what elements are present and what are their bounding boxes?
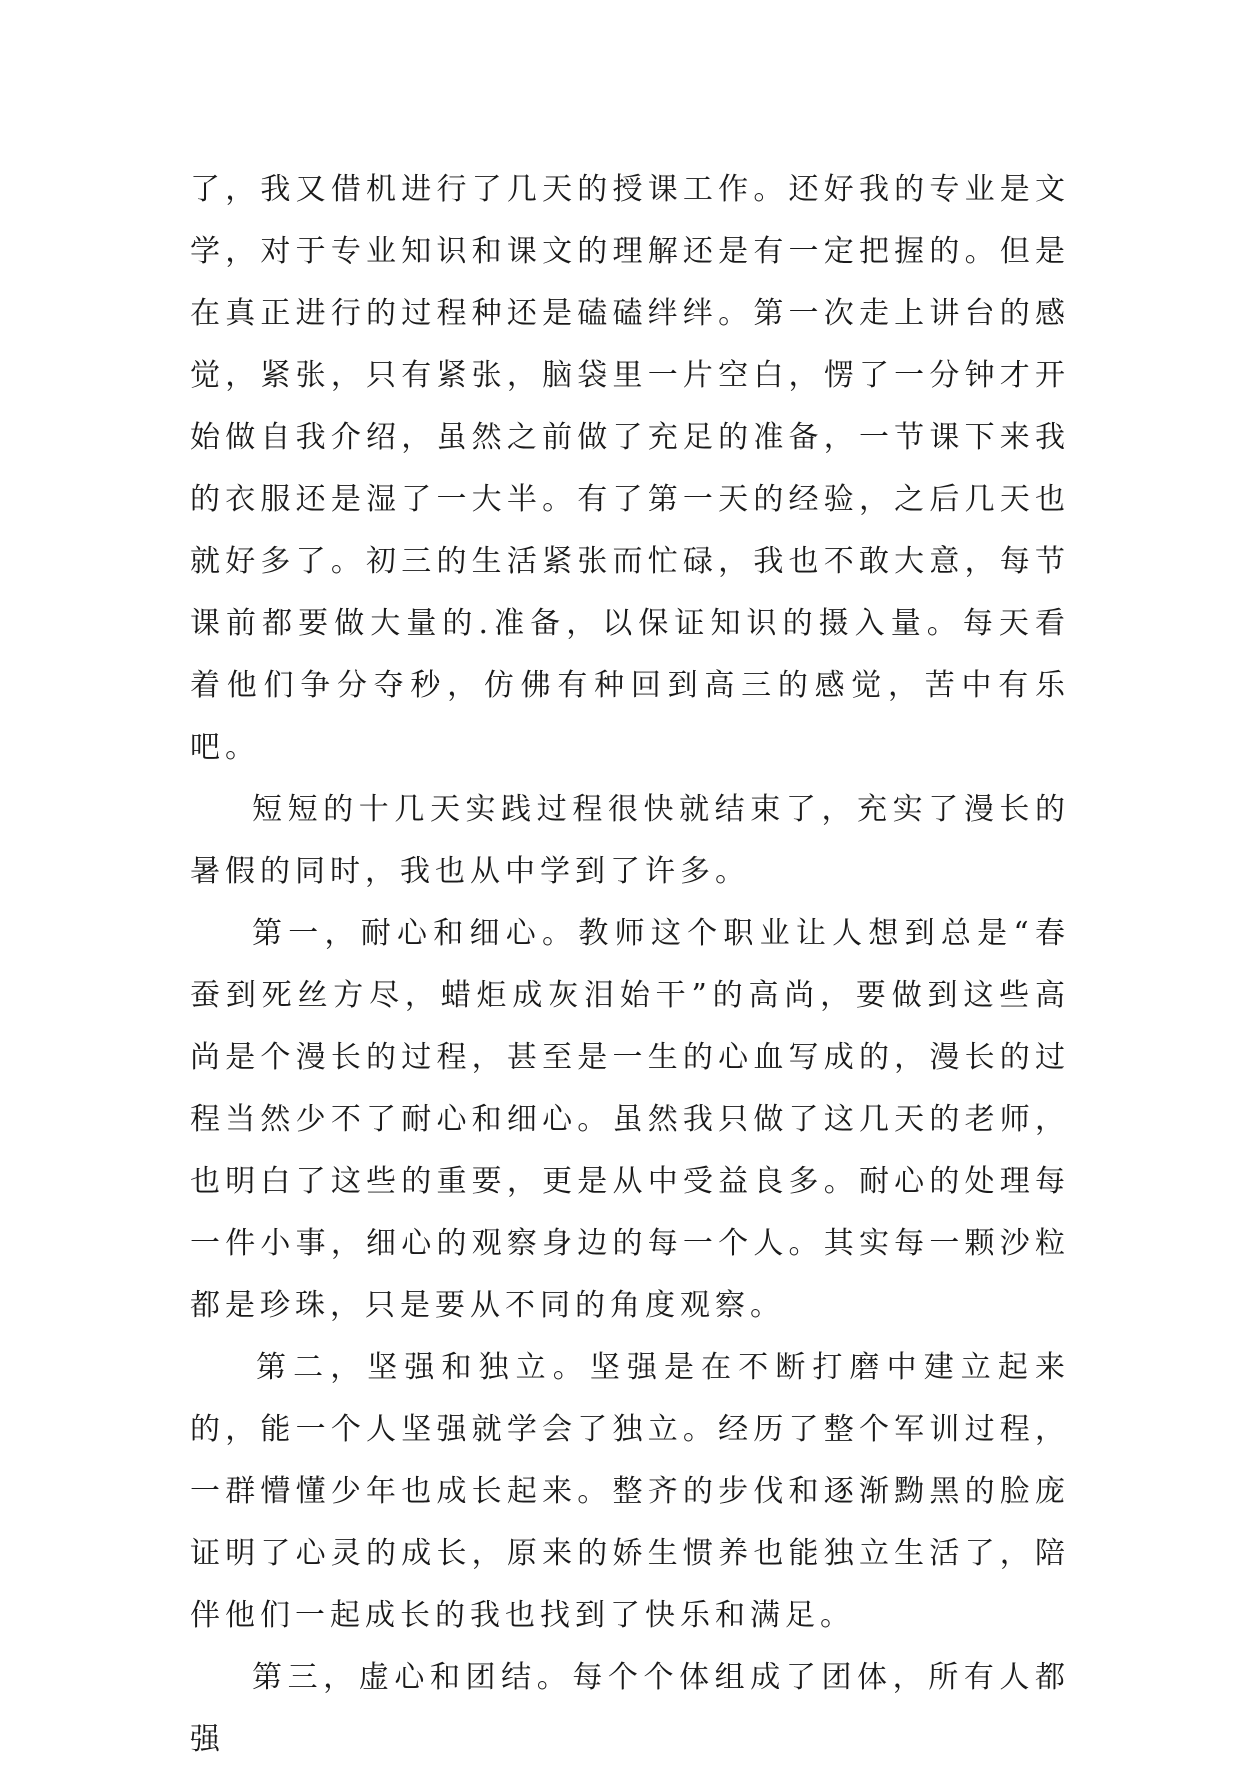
paragraph-third-point: 第三，虚心和团结。每个个体组成了团体，所有人都强 — [190, 1660, 1070, 1757]
document-body — [190, 159, 1070, 1771]
paragraph-continued: 了，我又借机进行了几天的授课工作。还好我的专业是文学，对于专业知识和课文的理解还是有一定把握的。但是在真正进行的过程种还是磕磕绊绊。第一次走上讲台的感觉，紧张，只有紧张，脑袋里一片空白，愣了一分钟才开始做自我介绍，虽然之前做了充足的准备，一节课下来我的衣服还是湿了一大半。有了第一天的经验，之后几天也就好多了。初三的生活紧张而忙碌，我也不敢大意，每节课前都要做大量的.准备，以保证知识的摄入量。每天看着他们争分夺秒，仿佛有种回到高三的感觉，苦中有乐吧。 — [190, 172, 1070, 765]
paragraph-second-point: 第二，坚强和独立。坚强是在不断打磨中建立起来的，能一个人坚强就学会了独立。经历了整个军训过程，一群懵懂少年也成长起来。整齐的步伐和逐渐黝黑的脸庞证明了心灵的成长，原来的娇生惯养也能独立生活了，陪伴他们一起成长的我也找到了快乐和满足。 — [190, 1350, 1070, 1633]
paragraph-first-point: 第一，耐心和细心。教师这个职业让人想到总是“春蚕到死丝方尽，蜡炬成灰泪始干”的高尚，要做到这些高尚是个漫长的过程，甚至是一生的心血写成的，漫长的过程当然少不了耐心和细心。虽然我只做了这几天的老师，也明白了这些的重要，更是从中受益良多。耐心的处理每一件小事，细心的观察身边的每一个人。其实每一颗沙粒都是珍珠，只是要从不同的角度观察。 — [190, 916, 1070, 1323]
paragraph-summary: 短短的十几天实践过程很快就结束了，充实了漫长的暑假的同时，我也从中学到了许多。 — [190, 792, 1070, 889]
